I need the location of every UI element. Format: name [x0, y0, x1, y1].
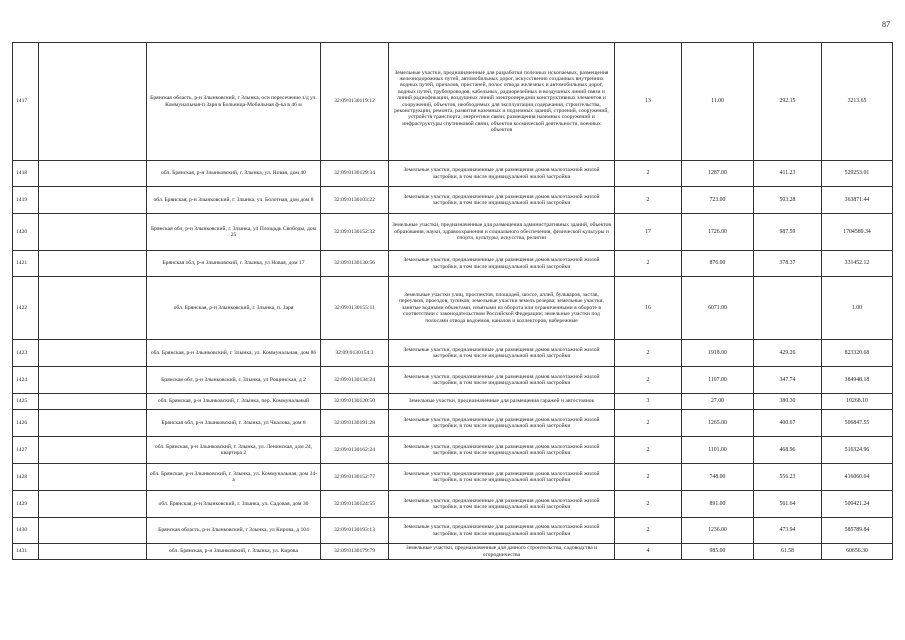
area-cell: 891.00 — [682, 491, 754, 518]
rate-cell: 411.23 — [754, 161, 822, 187]
table-row — [13, 394, 893, 410]
land-purpose-cell: Земельные участки, предназначенные для размещения домов малоэтажной жилой застройки, в том числе индивидуальной жилой застройки — [389, 340, 615, 367]
land-purpose-cell: Земельные участки, предназначенные для размещения домов малоэтажной жилой застройки, в том числе индивидуальной жилой застройки — [389, 437, 615, 464]
rate-cell: 380.30 — [754, 394, 822, 410]
blank-cell — [39, 437, 147, 464]
area-cell: 723.00 — [682, 187, 754, 214]
group-cell: 2 — [615, 437, 682, 464]
blank-cell — [39, 161, 147, 187]
cadastral-number-cell: 32:09:0130152:32 — [321, 214, 389, 251]
group-cell: 2 — [615, 410, 682, 437]
row-number: 1422 — [13, 277, 39, 340]
group-cell: 13 — [615, 43, 682, 161]
blank-cell — [39, 367, 147, 394]
cadastral-value-cell: 363871.44 — [822, 187, 893, 214]
group-cell: 2 — [615, 518, 682, 544]
rate-cell: 468.96 — [754, 437, 822, 464]
cadastral-number-cell: 32:09:0130119:12 — [321, 43, 389, 161]
area-cell: 1918.00 — [682, 340, 754, 367]
area-cell: 876.00 — [682, 251, 754, 277]
land-purpose-cell: Земельные участки, предназначенные для размещения домов малоэтажной жилой застройки, в том числе индивидуальной жилой застройки — [389, 464, 615, 491]
blank-cell — [39, 518, 147, 544]
group-cell: 2 — [615, 251, 682, 277]
cadastral-number-cell: 32:09:0130124:55 — [321, 491, 389, 518]
table-row — [13, 214, 893, 251]
page-number: 87 — [882, 20, 890, 29]
land-purpose-cell: Земельные участки, предназначенные для размещения гаражей и автостоянок — [389, 394, 615, 410]
cadastral-number-cell: 32:09:0130134:24 — [321, 367, 389, 394]
row-number: 1423 — [13, 340, 39, 367]
cadastral-number-cell: 32:09:0130155:11 — [321, 277, 389, 340]
row-number: 1418 — [13, 161, 39, 187]
cadastral-number-cell: 32:09:0130191:28 — [321, 410, 389, 437]
address-cell: обл. Брянская, р-н Злынковский, г. Злынка, п. Заря — [147, 277, 321, 340]
blank-cell — [39, 410, 147, 437]
table-row — [13, 161, 893, 187]
table-row — [13, 43, 893, 161]
rate-cell: 292.15 — [754, 43, 822, 161]
blank-cell — [39, 491, 147, 518]
table-row — [13, 518, 893, 544]
row-number: 1427 — [13, 437, 39, 464]
cadastral-number-cell: 32:09:0130193:13 — [321, 518, 389, 544]
area-cell: 1107.00 — [682, 367, 754, 394]
land-purpose-cell: Земельные участки, предназначенные для размещения домов малоэтажной жилой застройки, в том числе индивидуальной жилой застройки — [389, 161, 615, 187]
land-purpose-cell: Земельные участки, предназначенные для размещения домов малоэтажной жилой застройки, в том числе индивидуальной жилой застройки — [389, 367, 615, 394]
area-cell: 1726.00 — [682, 214, 754, 251]
cadastral-number-cell: 32:09:0130154:3 — [321, 340, 389, 367]
blank-cell — [39, 214, 147, 251]
cadastral-number-cell: 32:09:0130179:79 — [321, 544, 389, 560]
group-cell: 2 — [615, 491, 682, 518]
land-purpose-cell: Земельные участки, предназначенные для размещения домов малоэтажной жилой застройки, в том числе индивидуальной жилой застройки — [389, 518, 615, 544]
area-cell: 985.00 — [682, 544, 754, 560]
cadastral-value-cell: 3213.65 — [822, 43, 893, 161]
cadastral-number-cell: 32:09:0130103:22 — [321, 187, 389, 214]
row-number: 1430 — [13, 518, 39, 544]
table-row — [13, 277, 893, 340]
address-cell: обл. Брянская, р-н Злынковский, г. Злынка, ул. Коммунальная, дом 34-а — [147, 464, 321, 491]
cadastral-value-cell: 529253.01 — [822, 161, 893, 187]
rate-cell: 347.74 — [754, 367, 822, 394]
row-number: 1426 — [13, 410, 39, 437]
cadastral-value-cell: 1.00 — [822, 277, 893, 340]
group-cell: 4 — [615, 544, 682, 560]
cadastral-value-cell: 60656.30 — [822, 544, 893, 560]
land-purpose-cell: Земельные участки, предназначенные для размещения домов малоэтажной жилой застройки, в том числе индивидуальной жилой застройки — [389, 187, 615, 214]
blank-cell — [39, 43, 147, 161]
address-cell: Брянская обл, р-н Злынковский, г. Злынка, ул Площадь Свободы, дом 25 — [147, 214, 321, 251]
row-number: 1428 — [13, 464, 39, 491]
address-cell: обл. Брянская, р-н Злынковский, г. Злынка, ул. Кирова — [147, 544, 321, 560]
blank-cell — [39, 187, 147, 214]
cadastral-value-cell: 585789.84 — [822, 518, 893, 544]
land-purpose-cell: Земельные участки улиц, проспектов, площадей, шоссе, аллей, бульваров, застав, переулков, проездов, тупиков; земельные участки земель резерва; земельные участки, занятые водными объектами, изъятыми из оборота или ограниченными в обороте в соответствии с законодательством Российской Федерации; земельные участки под полосами отвода водоемов, каналов и коллекторов, набережные — [389, 277, 615, 340]
address-cell: обл. Брянская, р-н Злынковский, г. Злынка, ул. Коммунальная, дом 86 — [147, 340, 321, 367]
group-cell: 3 — [615, 394, 682, 410]
area-cell: 1265.00 — [682, 410, 754, 437]
table-row — [13, 464, 893, 491]
rate-cell: 378.37 — [754, 251, 822, 277]
cadastral-number-cell: 32:09:0130120:50 — [321, 394, 389, 410]
group-cell: 2 — [615, 340, 682, 367]
rate-cell: 61.58 — [754, 544, 822, 560]
cadastral-number-cell: 32:09:0130162:24 — [321, 437, 389, 464]
row-number: 1431 — [13, 544, 39, 560]
row-number: 1417 — [13, 43, 39, 161]
area-cell: 6071.00 — [682, 277, 754, 340]
address-cell: Брянская область, р-н Злынковский, г Злынка, оси пересечение з/д ул. Коммунальная-п Заря в Больница-Мобильная ф-ка в 46 м — [147, 43, 321, 161]
group-cell: 2 — [615, 187, 682, 214]
row-number: 1424 — [13, 367, 39, 394]
table-row — [13, 491, 893, 518]
address-cell: обл. Брянская, р-н Злынковский, г. Злынка, ул. Болотная, дом дом 8 — [147, 187, 321, 214]
cadastral-value-cell: 10268.10 — [822, 394, 893, 410]
area-cell: 1287.00 — [682, 161, 754, 187]
cadastral-value-cell: 331452.12 — [822, 251, 893, 277]
blank-cell — [39, 464, 147, 491]
cadastral-value-cell: 506847.55 — [822, 410, 893, 437]
rate-cell: 987.59 — [754, 214, 822, 251]
table-row — [13, 437, 893, 464]
group-cell: 2 — [615, 161, 682, 187]
row-number: 1419 — [13, 187, 39, 214]
land-purpose-cell: Земельные участки, предназначенные для дачного строительства, садоводства и огородничества — [389, 544, 615, 560]
area-cell: 1236.00 — [682, 518, 754, 544]
cadastral-value-cell: 384948.18 — [822, 367, 893, 394]
address-cell: обл. Брянская, р-н Злынковский, г. Злынка, ул. Новая, дом 40 — [147, 161, 321, 187]
land-purpose-cell: Земельные участки, предназначенные для размещения домов малоэтажной жилой застройки, в том числе индивидуальной жилой застройки — [389, 491, 615, 518]
cadastral-number-cell: 32:09:0130129:34 — [321, 161, 389, 187]
rate-cell: 400.67 — [754, 410, 822, 437]
address-cell: Брянская обл, р-н Злынковский, г. Злынка, ул Чкалова, дом 8 — [147, 410, 321, 437]
row-number: 1429 — [13, 491, 39, 518]
row-number: 1420 — [13, 214, 39, 251]
group-cell: 2 — [615, 464, 682, 491]
area-cell: 1101.00 — [682, 437, 754, 464]
rate-cell: 429.26 — [754, 340, 822, 367]
group-cell: 2 — [615, 367, 682, 394]
area-cell: 11.00 — [682, 43, 754, 161]
address-cell: Брянская обл, р-н Злынковский, г. Злынка, ул Рощинская, д 2 — [147, 367, 321, 394]
blank-cell — [39, 544, 147, 560]
blank-cell — [39, 251, 147, 277]
address-cell: Брянская обл, р-н Злынковский, г. Злынка, ул Новая, дом 17 — [147, 251, 321, 277]
rate-cell: 556.23 — [754, 464, 822, 491]
rate-cell — [754, 277, 822, 340]
land-purpose-cell: Земельные участки, предназначенные для размещения домов малоэтажной жилой застройки, в том числе индивидуальной жилой застройки — [389, 251, 615, 277]
table-row — [13, 251, 893, 277]
land-purpose-cell: Земельные участки, предназначенные для размещения административных зданий, объектов образования, науки, здравоохранения и социального обеспечения, физической культуры и спорта, культуры, искусства, религии — [389, 214, 615, 251]
address-cell: обл. Брянская, р-н Злынковский, г. Злынка, пер. Коммунальный — [147, 394, 321, 410]
blank-cell — [39, 394, 147, 410]
area-cell: 748.00 — [682, 464, 754, 491]
cadastral-value-cell: 500421.24 — [822, 491, 893, 518]
rate-cell: 503.28 — [754, 187, 822, 214]
cadastral-number-cell: 32:09:0130152:77 — [321, 464, 389, 491]
row-number: 1421 — [13, 251, 39, 277]
row-number: 1425 — [13, 394, 39, 410]
table-row — [13, 367, 893, 394]
address-cell: обл. Брянская, р-н Злынковский, г. Злынка, ул. Ленинская, дом 24, квартира 2 — [147, 437, 321, 464]
blank-cell — [39, 277, 147, 340]
table-row — [13, 340, 893, 367]
address-cell: обл. Брянская, р-н Злынковский, г. Злынка, ул. Садовая, дом 30 — [147, 491, 321, 518]
table-row — [13, 544, 893, 560]
cadastral-value-cell: 1704580.34 — [822, 214, 893, 251]
area-cell: 27.00 — [682, 394, 754, 410]
group-cell: 16 — [615, 277, 682, 340]
cadastral-value-cell: 516324.96 — [822, 437, 893, 464]
address-cell: Брянская область, р-н Злынковский, г Злынка, ул Кирова, д 104 — [147, 518, 321, 544]
cadastral-number-cell: 32:09:0130130:56 — [321, 251, 389, 277]
group-cell: 17 — [615, 214, 682, 251]
table-row — [13, 187, 893, 214]
cadastral-value-cell: 416060.04 — [822, 464, 893, 491]
rate-cell: 561.64 — [754, 491, 822, 518]
land-purpose-cell: Земельные участки, предназначенные для разработки полезных ископаемых, размещения железнодорожных путей, автомобильных дорог, искусственно созданных внутренних водных путей, причалов, пристаней, полос отвода железных и автомобильных дорог, водных путей, трубопроводов, кабельных, радиорелейных и воздушных линий связи и линий радиофикации, воздушных линий электропередачи конструктивных элементов и сооружений, объектов, необходимых для эксплуатации,содержания, строительства, реконструкции, ремонта, развития наземных и подземных зданий, строений, сооружений, устройств транспорта, энергетики связи; размещения наземных сооружений и инфраструктуры спутниковой связи, объектов космической деятельности, военных объектов — [389, 43, 615, 161]
rate-cell: 473.94 — [754, 518, 822, 544]
blank-cell — [39, 340, 147, 367]
land-purpose-cell: Земельные участки, предназначенные для размещения домов малоэтажной жилой застройки, в том числе индивидуальной жилой застройки — [389, 410, 615, 437]
table-row — [13, 410, 893, 437]
cadastral-value-cell: 823320.68 — [822, 340, 893, 367]
cadastral-value-table — [12, 42, 893, 560]
